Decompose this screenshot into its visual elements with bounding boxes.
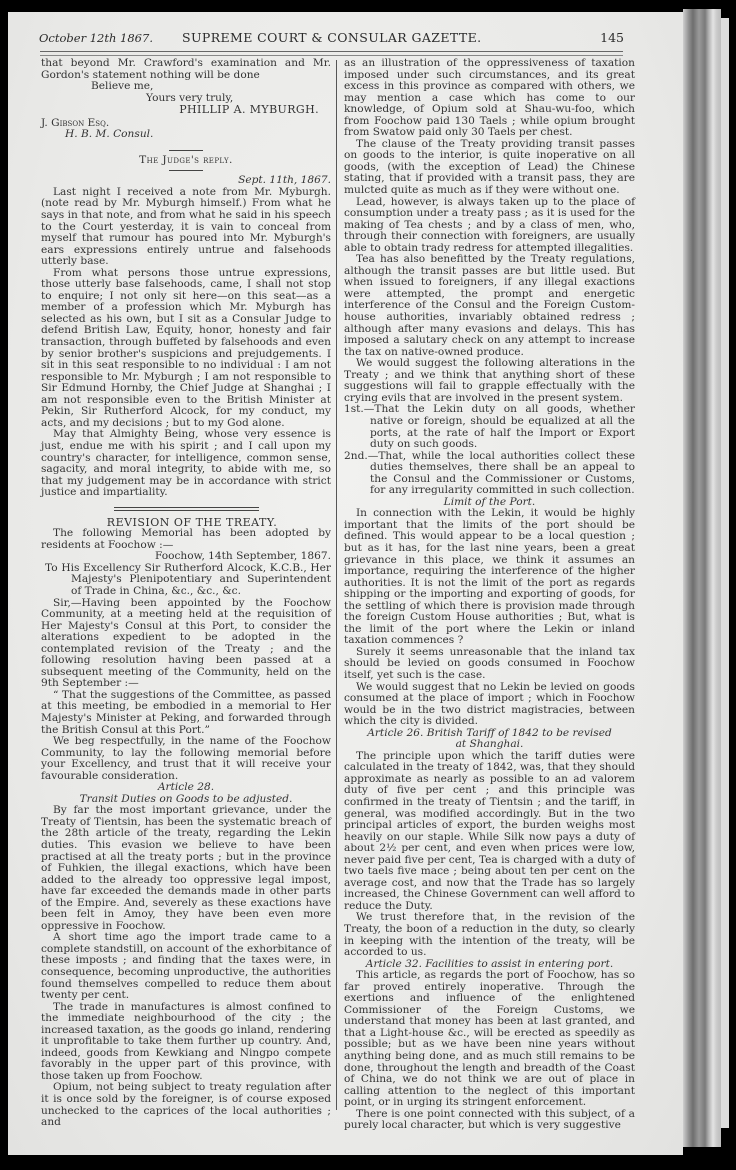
right-column: [344, 58, 635, 1132]
suggestion-number: 1st.—: [344, 403, 375, 416]
suggestion-item: [344, 404, 635, 450]
page-header: [39, 30, 624, 50]
body-paragraph: In connection with the Lekin, it would be highly important that the limits of the port should be defined. This would appear to be a local question ; but as it has, for the last nine years, been a great grievance in this place, we think it assumes an importance, requiring the interference of the higher authorities. It is not the limit of the port as regards shipping or the importing and exporting of goods, for the settling of which there is provision made through the foreign Custom House authorities ; But, what is the limit of the port where the Lekin or inland taxation commences ?: [344, 507, 635, 647]
body-paragraph: This article, as regards the port of Foochow, has so far proved entirely inoperative. Through the exertions and influence of the enlightened Commissioner of the Foreign Customs, we understand that money has been at last granted, and that a Light-house &c., will be erected as speedily as possible; but as we have been nine years without anything being done, and as much still remains to be done, throughout the length and breadth of the Coast of China, we do not think we are out of place in calling attention to the neglect of this important point, or in urging its stringent enforcement.: [344, 969, 635, 1109]
section-double-rule: [114, 507, 259, 511]
suggestion-text: That, while the local authorities collect these duties themselves, there shall be an appeal to the Consul and the Commissioner or Customs, for any irregularity committed in such collection.: [370, 449, 635, 497]
revision-heading: REVISION OF THE TREATY.: [106, 515, 278, 529]
body-paragraph: We trust therefore that, in the revision of the Treaty, the boon of a reduction in the duty, so clearly in keeping with the intention of the treaty, will be accorded to us.: [344, 911, 635, 959]
body-paragraph: Lead, however, is always taken up to the place of consumption under a treaty pass ; as it is used for the making of Tea chests ; and by a class of men, who, through their connection with foreigners, are usually able to obtain trady redress for attempted illegalities.: [344, 195, 635, 254]
article-28-title: Article 28.: [157, 781, 215, 794]
suggestion-item: [344, 451, 635, 497]
article-26-title: Article 26. British Tariff of 1842 to be revised at Shanghai.: [367, 726, 612, 751]
article-28-paragraph: The trade in manufactures is almost confined to the immediate neighbourhood of the city ; the increased taxation, as the goods go inland, rendering it unprofitable to take them further up country. And, indeed, goods from Kewkiang and Ningpo compete favorably in the upper part of this province, with those taken up from Foochow.: [41, 1000, 331, 1082]
book-binding-edge: [683, 9, 721, 1147]
revision-dateline: Foochow, 14th September, 1867.: [154, 550, 331, 563]
judges-reply-paragraph: From what persons those untrue expressions, those utterly base falsehoods, came, I shall not stop to enquire; I not only sit here—on this seat—as a member of a profession which Mr. Myburgh has selected as his own, but I sit as a Consular Judge to defend British Law, Equity, honor, honesty and fair transaction, through buffeted by falsehoods and even by senior brother's suspicions and prejudgements. I sit in this seat responsible to no individual : I am not responsible to Mr. Myburgh ; I am not responsible to Sir Edmund Hornby, the Chief Judge at Shanghai ; I am not responsible even to the British Minister at Pekin, Sir Rutherford Alcock, for my conduct, my acts, and my decisions ; but to my God alone.: [41, 266, 331, 429]
body-paragraph: We would suggest the following alterations in the Treaty ; and we think that anything short of these suggestions will fail to grapple effectually with the crying evils that are involved in the present system.: [344, 357, 635, 404]
revision-intro: The following Memorial has been adopted by residents at Foochow :—: [41, 527, 331, 551]
section-rule: [169, 150, 203, 151]
body-paragraph: Surely it seems unreasonable that the inland tax should be levied on goods consumed in Foochow itself, yet such is the case.: [344, 645, 635, 681]
judges-reply-dateline: Sept. 11th, 1867.: [238, 174, 331, 187]
judges-reply-heading: The Judge's reply.: [139, 153, 233, 166]
limit-of-port-title: Limit of the Port.: [443, 495, 536, 508]
article-28-paragraph: Opium, not being subject to treaty regulation after it is once sold by the foreigner, is of course exposed unchecked to the caprices of the local authorities ; and: [41, 1081, 331, 1129]
letter-closing-1: Believe me,: [91, 80, 154, 93]
judges-reply-paragraph: May that Almighty Being, whose very essence is just, endue me with his spirit ; and I call upon my country's character, for intelligence, common sense, sagacity, and moral integrity, to abide with me, so that my judgement may be in accordance with strict justice and impartiality.: [41, 428, 331, 499]
body-paragraph: The clause of the Treaty providing transit passes on goods to the interior, is quite inoperative on all goods, (with the exception of Lead) the Chinese stating, that if provided with a transit pass, they are mulcted quite as much as if they were without one.: [344, 137, 635, 197]
body-paragraph: The principle upon which the tariff duties were calculated in the treaty of 1842, was, that they should approximate as nearly as possible to an ad valorem duty of five per cent ; and this principle was confirmed in the treaty of Tientsin ; and the tariff, in general, was modified accordingly. But in the two principal articles of export, the burden weighs most heavily on our staple. While Silk now pays a duty of about 2½ per cent, and even when prices were low, never paid five per cent, Tea is charged with a duty of two taels five mace ; being about ten per cent on the average cost, and now that the Trade has so largely increased, the Chinese Government can well afford to reduce the Duty.: [344, 749, 635, 912]
section-rule: [169, 170, 203, 171]
left-column: [41, 58, 331, 1129]
suggestion-number: 2nd.—: [344, 449, 379, 462]
column-divider: [336, 60, 337, 1110]
body-paragraph: There is one point connected with this subject, of a purely local character, but which is very suggestive: [344, 1107, 635, 1132]
article-32-title: Article 32. Facilities to assist in entering port.: [365, 957, 614, 970]
revision-paragraph: Sir,—Having been appointed by the Foochow Community, at a meeting held at the requisition of Her Majesty's Consul at this Port, to consider the alterations expedient to be adopted in the contemplated revision of the Treaty ; and the following resolution having been passed at a subsequent meeting of the Community, held on the 9th September :—: [41, 596, 331, 690]
letter-end-text: that beyond Mr. Crawford's examination and Mr. Gordon's statement nothing will be done: [41, 57, 331, 81]
body-paragraph: as an illustration of the oppressiveness of taxation imposed under such circumstances, and its great excess in this province as compared with others, we may mention a case which has come to our knowledge, of Opium sold at Shau-wu-foo, which from Foochow paid 130 Taels ; while opium brought from Swatow paid only 30 Taels per chest.: [344, 57, 635, 139]
revision-address: To His Excellency Sir Rutherford Alcock, K.C.B., Her Majesty's Plenipotentiary and Superintendent of Trade in China, &c., &c., &c.: [45, 561, 331, 597]
article-28-paragraph: By far the most important grievance, under the Treaty of Tientsin, has been the systematic breach of the 28th article of the treaty, regarding the Lekin duties. This evasion we believe to have been practised at all the treaty ports ; but in the province of Fuhkien, the illegal exactions, which have been added to the already too oppressive legal impost, have far exceeded the demands made in other parts of the Empire. And, severely as these exactions have been felt in Amoy, they have been even more oppressive in Foochow.: [41, 804, 331, 932]
revision-paragraph: We beg respectfully, in the name of the Foochow Community, to lay the following memorial before your Excellency, and trust that it will receive your favourable consideration.: [41, 735, 331, 782]
body-paragraph: Tea has also benefitted by the Treaty regulations, although the transit passes are but little used. But when issued to foreigners, if any illegal exactions were attempted, the prompt and energetic interference of the Consul and the Foreign Custom-house authorities, invariably obtained redress ; although after many evasions and delays. This has imposed a salutary check on any attempt to increase the tax on native-owned produce.: [344, 253, 635, 358]
recipient-name: J. Gibson Esq.: [41, 116, 110, 129]
article-28-paragraph: A short time ago the import trade came to a complete standstill, on account of the exhorbitance of these imposts ; and finding that the taxes were, in consequence, becoming unproductive, the authorities found themselves compelled to reduce them about twenty per cent.: [41, 931, 331, 1002]
suggestion-text: That the Lekin duty on all goods, whether native or foreign, should be equalized at all the ports, at the rate of half the Import or Export duty on such goods.: [370, 403, 635, 451]
revision-paragraph: “ That the suggestions of the Committee, as passed at this meeting, be embodied in a memorial to Her Majesty's Minister at Peking, and forwarded through the British Consul at this Port.”: [41, 688, 331, 736]
header-date: October 12th 1867.: [39, 31, 153, 45]
page-stack-edge: [721, 18, 729, 1128]
judges-reply-paragraph: Last night I received a note from Mr. Myburgh. (note read by Mr. Myburgh himself.) From what he says in that note, and from what he said in his speech to the Court yesterday, it is vain to conceal from myself that rumour has poured into Mr. Myburgh's ears expressions entirely untrue and falsehoods utterly base.: [41, 185, 331, 268]
header-title: SUPREME COURT & CONSULAR GAZETTE.: [182, 30, 482, 45]
body-paragraph: We would suggest that no Lekin be levied on goods consumed at the place of import ; which in Foochow would be in the two district magistracies, between which the city is divided.: [344, 680, 635, 728]
header-rule: [40, 51, 623, 56]
page-number: 145: [600, 30, 624, 45]
letter-closing-2: Yours very truly,: [146, 91, 234, 104]
letter-signature: PHILLIP A. MYBURGH.: [179, 103, 319, 117]
recipient-title: H. B. M. Consul.: [65, 128, 154, 141]
article-28-subtitle: Transit Duties on Goods to be adjusted.: [79, 792, 293, 805]
